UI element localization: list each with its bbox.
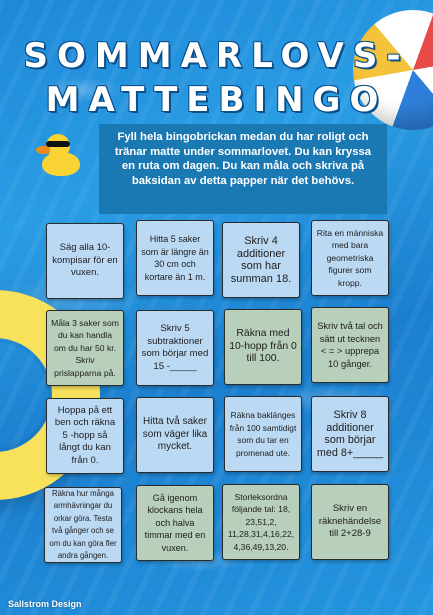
- bingo-cell-3[interactable]: Skriv 4 additioner som har summan 18.: [222, 222, 300, 298]
- title-line-2: MATTEBINGO: [45, 80, 388, 120]
- duck-icon: [36, 132, 82, 178]
- bingo-cell-4[interactable]: Rita en människa med bara geometriska figurer som kropp.: [311, 220, 389, 296]
- bingo-cell-7[interactable]: Räkna med 10-hopp från 0 till 100.: [224, 309, 302, 385]
- bingo-cell-9[interactable]: Hoppa på ett ben och räkna 5 -hopp så långt du kan från 0.: [46, 398, 124, 474]
- footer-brand: Sallstrom Design: [8, 599, 82, 609]
- bingo-cell-2[interactable]: Hitta 5 saker som är längre än 30 cm och kortare än 1 m.: [136, 220, 214, 296]
- bingo-cell-5[interactable]: Måla 3 saker som du kan handla om du har 50 kr. Skriv prislapparna på.: [46, 310, 124, 386]
- title-line-1: SOMMARLOVS-: [23, 36, 410, 76]
- bingo-cell-12[interactable]: Skriv 8 additioner som börjar med 8+_____: [311, 396, 389, 472]
- bingo-cell-13[interactable]: Räkna hur många armhävningar du orkar göra. Testa två gånger och se om du kan göra fler andra gången.: [44, 487, 122, 563]
- intro-text: Fyll hela bingobrickan medan du har roligt och tränar matte under sommarlovet. Du kan kryssa en ruta om dagen. Du kan måla och skriva på baksidan av detta papper när det behövs.: [99, 124, 387, 214]
- bingo-cell-8[interactable]: Skriv två tal och sätt ut tecknen < = > upprepa 10 gånger.: [311, 307, 389, 383]
- bingo-cell-10[interactable]: Hitta två saker som väger lika mycket.: [136, 397, 214, 473]
- bingo-cell-1[interactable]: Säg alla 10-kompisar för en vuxen.: [46, 223, 124, 299]
- bingo-cell-6[interactable]: Skriv 5 subtraktioner som börjar med 15 -_____: [136, 310, 214, 386]
- bingo-cell-15[interactable]: Storleksordna följande tal: 18, 23,51,2, 11,28,31,4,16,22, 4,36,49,13,20.: [222, 484, 300, 560]
- bingo-cell-11[interactable]: Räkna baklänges från 100 samtidigt som du tar en promenad ute.: [224, 396, 302, 472]
- bingo-cell-14[interactable]: Gå igenom klockans hela och halva timmar med en vuxen.: [136, 485, 214, 561]
- bingo-cell-16[interactable]: Skriv en räknehändelse till 2+28-9: [311, 484, 389, 560]
